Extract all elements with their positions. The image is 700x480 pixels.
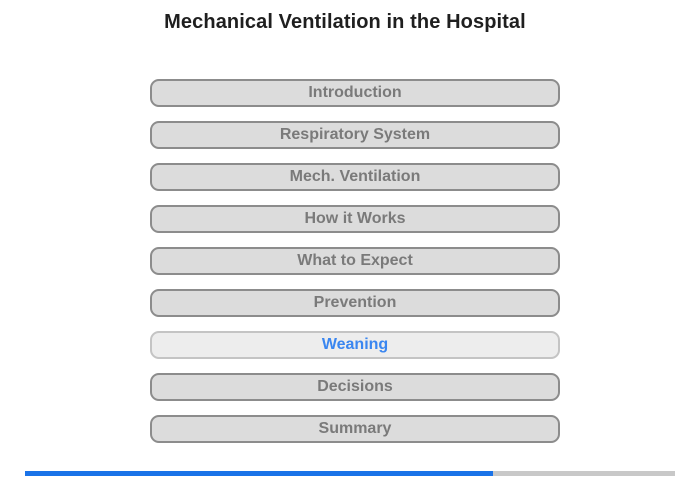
menu-item-weaning[interactable]: Weaning (150, 331, 560, 359)
menu-item-respiratory-system[interactable]: Respiratory System (150, 121, 560, 149)
menu-item-decisions[interactable]: Decisions (150, 373, 560, 401)
menu-item-introduction[interactable]: Introduction (150, 79, 560, 107)
menu-item-prevention[interactable]: Prevention (150, 289, 560, 317)
progress-bar-fill (25, 471, 493, 476)
menu-item-how-it-works[interactable]: How it Works (150, 205, 560, 233)
section-menu (150, 79, 560, 457)
menu-item-summary[interactable]: Summary (150, 415, 560, 443)
progress-bar (25, 471, 675, 476)
menu-item-mech-ventilation[interactable]: Mech. Ventilation (150, 163, 560, 191)
menu-item-what-to-expect[interactable]: What to Expect (150, 247, 560, 275)
page-title: Mechanical Ventilation in the Hospital (164, 11, 526, 33)
